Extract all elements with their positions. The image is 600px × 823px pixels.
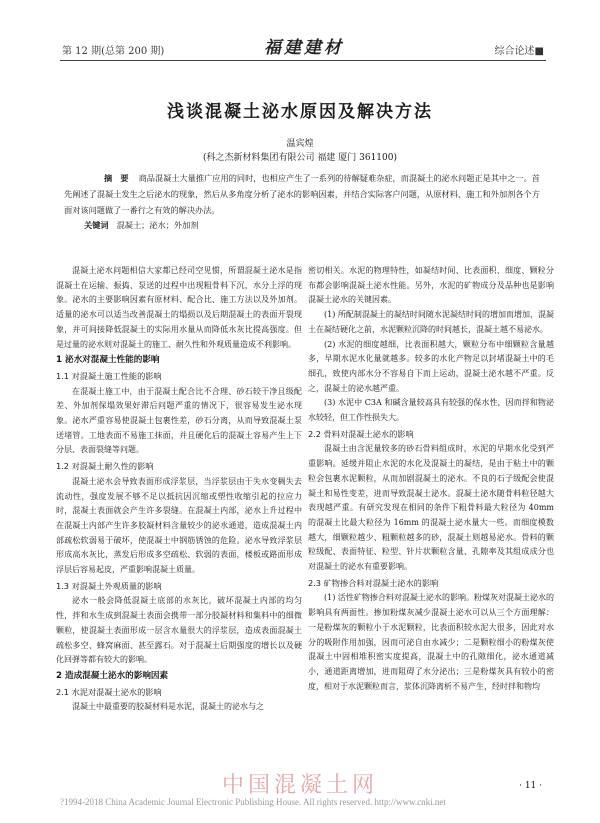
paragraph: 混凝土泌水会导致表面形成浮浆层，当浮浆层由于失水变稠失去流动性，强度发展不够不足以抵抗因沉缩或塑性收缩引起的拉应力时，混凝土表面就会产生许多裂缝。在混凝土内部，泌水上升过程中在混凝土内部产生许多胶凝材料含量较少的泌水通道，造成混凝土内部疏松软弱易于破坏，使混凝土中钢筋锈蚀的危险。泌水导致浮浆层形成高水灰比，蒸发后形成多空疏松、软弱的表面，楼板或路面形成浮层后容易起皮，严重影响混凝土质量。 <box>56 476 302 575</box>
abstract-label: 摘 要 <box>104 173 129 183</box>
author: 温宾煌 <box>286 139 314 149</box>
right-column <box>308 264 554 694</box>
paragraph: 混凝土由含泥量较多的砂石骨料组成时，水泥的早期水化受到严重影响。延缓并阻止水泥的水化及混凝土的凝结，是由于粘土中的颗粒会包裹水泥颗粒，从而加剧混凝土的泌水。不良的石子级配会使混凝土和易性变差，进而导致混凝土泌水。混凝土泌水随骨料粒径越大表现越严重。有研究发现在相同的条件下粗骨料最大粒径为 40mm 的混凝土比最大粒径为 16mm 的混凝土泌水量大一些。而细度模数越大，细颗粒越少、粗颗粒越多的砂，混凝土则越易泌水。骨料的颗粒级配、表面特征、粒型、针片状颗粒含量、孔隙率及其组成成分也对混凝土的泌水有重要影响。 <box>308 444 554 572</box>
keywords <box>64 220 198 231</box>
affiliation: (科之杰新材料集团有限公司 福建 厦门 361100) <box>203 153 397 163</box>
paragraph: (1) 活性矿物掺合料对混凝土泌水的影响。粉煤灰对混凝土泌水的影响具有两面性。掺加粉煤灰减少混凝土泌水可以从三个方面理解：一是粉煤灰的颗粒小于水泥颗粒，比表面积较水泥大很多，因此对水分的吸附作用加强，因而可泌自由水减少；二是颗粒细小的粉煤灰使混凝土中固相堆积密实度提高，混凝土中的孔隙细化，泌水通道减小，通道距离增加，进而阻碍了水分泌出；三是粉煤灰具有较小的密度，相对于水泥颗粒而言，浆体沉降离析不易产生，经时拌和物均 <box>308 593 554 691</box>
paragraph: (1) 所配制混凝土的凝结时间随水泥凝结时间的增加而增加，混凝土在凝结硬化之前，水泥颗粒沉降的时间越长，混凝土越不易泌水。 <box>308 310 554 334</box>
abstract <box>64 170 540 218</box>
subsection-heading: 1.3 对混凝土外观质量的影响 <box>56 580 162 591</box>
subsection-heading: 2.2 骨料对混凝土泌水的影响 <box>308 428 414 439</box>
section-label: 综合论述■ <box>494 46 544 57</box>
subsection-heading: 2.1 水泥对混凝土泌水的影响 <box>56 686 162 697</box>
section-heading: 1 泌水对混凝土性能的影响 <box>56 355 160 366</box>
header-divider <box>60 60 546 61</box>
page-number: · 11 · <box>519 781 542 791</box>
paragraph: 泌水一般会降低混凝土底部的水灰比，破坏混凝土内部的均匀性，拌和水生成到混凝土表面会携带一部分胶凝材料和集料中的细微颗粒，使混凝土表面形成一层含水量很大的浮浆层，造成表面混凝土疏松多空、蜂窝麻面、甚至露石。对于混凝土后期强度的增长以及硬化回弹等都有较大的影响。 <box>56 596 302 665</box>
abstract-text: 商品混凝土大量推广应用的同时，也相应产生了一系列的待解疑难杂症，而混凝土的泌水问题正是其中之一。首先阐述了混凝土发生之后泌水的现象，然后从多角度分析了泌水的影响因素，并结合实际客户问题，从原材料、施工和外加剂各个方面对该问题做了一番行之有效的解决办法。 <box>64 173 540 215</box>
keywords-label: 关键词 <box>84 220 109 230</box>
keywords-text: 混凝土；泌水；外加剂 <box>116 220 199 230</box>
copyright: ?1994-2018 China Academic Journal Electronic Publishing House. All rights reserved. http://www.cnki.net <box>60 797 446 807</box>
section-heading: 2 造成混凝土泌水的影响因素 <box>56 670 169 681</box>
paragraph: 混凝土中最重要的胶凝材料是水泥，混凝土的泌水与之 <box>72 702 264 712</box>
watermark: 中国混凝土网 <box>221 773 378 798</box>
subsection-heading: 1.1 对混凝土施工性能的影响 <box>56 370 162 381</box>
issue-info: 第 12 期(总第 200 期) <box>62 46 165 57</box>
paragraph: 混凝土泌水问题相信大家都已经司空见惯，所谓混凝土泌水是指混凝土在运输、振捣、泵送的过程中出现粗骨料下沉，水分上浮的现象。泌水的主要影响因素有原材料、配合比、施工方法以及外加剂。适量的泌水可以适当改善混凝土的塌损以及后期混凝土的表面开裂现象，并可间接降低混凝土的实际用水量从而降低水灰比提高强度。但是过量的泌水则对混凝土的施工、耐久性和外观质量造成不利影响。 <box>56 266 302 349</box>
left-column <box>56 264 302 715</box>
paragraph: 密切相关。水泥的物理特性，如凝结时间、比表面积、细度、颗粒分布都会影响混凝土泌水性能。另外，水泥的矿物成分及品种也是影响混凝土泌水的关键因素。 <box>308 266 554 305</box>
article-title: 浅谈混凝土泌水原因及解决方法 <box>167 102 433 122</box>
journal-name: 福建建材 <box>264 38 344 58</box>
paragraph: (2) 水泥的细度越细，比表面积越大，颗粒分布中细颗粒含量越多，早期水泥水化量就越多。较多的水化产物足以封堵混凝土中的毛细孔，致使内部水分不容易自下而上运动，混凝土泌水越不严重。反之，混凝土的泌水越严重。 <box>308 339 554 393</box>
subsection-heading: 2.3 矿物掺合料对混凝土泌水的影响 <box>308 577 439 588</box>
paragraph: (3) 水泥中 C3A 和碱含量较高具有较强的保水性，因而拌和物泌水较轻，但工作性损失大。 <box>308 398 554 423</box>
subsection-heading: 1.2 对混凝土耐久性的影响 <box>56 461 154 472</box>
paragraph: 在混凝土施工中，由于混凝土配合比不合理、砂石较干净且级配差、外加剂保塌效果好滞后问题严重的情况下，很容易发生泌水现象。泌水严重容易使混凝土包裹性差，砂石分离，从而导致混凝土泵送堵管。工地表面不易施工抹面，并且硬化后的混凝土容易产生上下分层、表面裂缝等问题。 <box>56 386 302 455</box>
